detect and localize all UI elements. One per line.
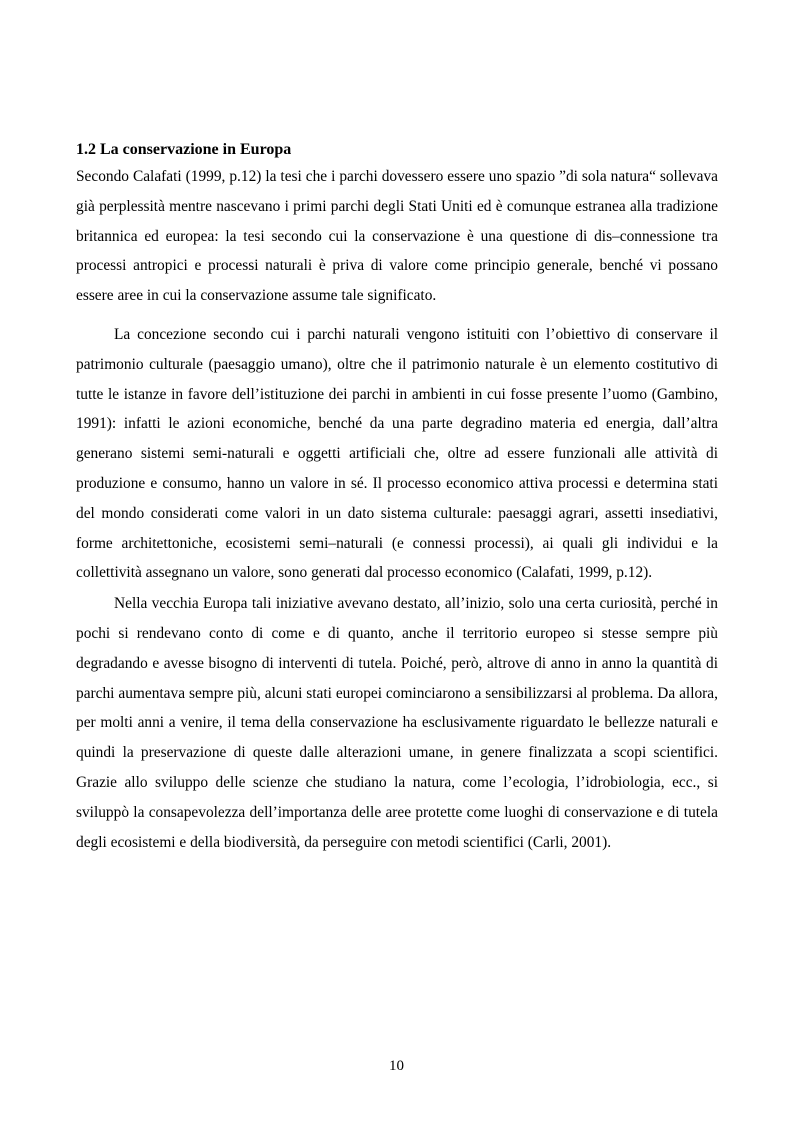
paragraph-1: Secondo Calafati (1999, p.12) la tesi che i parchi dovessero essere uno spazio ”di sola natura“ sollevava già perplessità mentre nascevano i primi parchi degli Stati Uniti ed è comunque estranea alla tradizione britannica ed europea: la tesi secondo cui la conservazione è una questione di dis–connessione tra processi antropici e processi naturali è priva di valore come principio generale, benché vi possano essere aree in cui la conservazione assume tale significato. (76, 168, 718, 305)
paragraph-3: Nella vecchia Europa tali iniziative avevano destato, all’inizio, solo una certa curiosità, perché in pochi si rendevano conto di come e di quanto, anche il territorio europeo si stesse sempre più degradando e avesse bisogno di interventi di tutela. Poiché, però, altrove di anno in anno la quantità di parchi aumentava sempre più, alcuni stati europei cominciarono a sensibilizzarsi al problema. Da allora, per molti anni a venire, il tema della conservazione ha esclusivamente riguardato le bellezze naturali e quindi la preservazione di queste dalle alterazioni umane, in genere finalizzata a scopi scientifici. Grazie allo sviluppo delle scienze che studiano la natura, come l’ecologia, l’idrobiologia, ecc., si sviluppò la consapevolezza dell’importanza delle aree protette come luoghi di conservazione e di tutela degli ecosistemi e della biodiversità, da perseguire con metodi scientifici (Carli, 2001). (76, 595, 718, 851)
paragraph-2: La concezione secondo cui i parchi naturali vengono istituiti con l’obiettivo di conservare il patrimonio culturale (paesaggio umano), oltre che il patrimonio naturale è un elemento costitutivo di tutte le istanze in favore dell’istituzione dei parchi in ambienti in cui fosse presente l’uomo (Gambino, 1991): infatti le azioni economiche, benché da una parte degradino materia ed energia, dall’altra generano sistemi semi-naturali e oggetti artificiali che, oltre ad essere funzionali alle attività di produzione e consumo, hanno un valore in sé. Il processo economico attiva processi e determina stati del mondo considerati come valori in un dato sistema culturale: paesaggi agrari, assetti insediativi, forme architettoniche, ecosistemi semi–naturali (e connessi processi), ai quali gli individui e la collettività assegnano un valore, sono generati dal processo economico (Calafati, 1999, p.12). (76, 325, 718, 582)
page-number: 10 (389, 1058, 404, 1074)
page-body (76, 138, 718, 857)
section-heading: 1.2 La conservazione in Europa (76, 141, 292, 158)
